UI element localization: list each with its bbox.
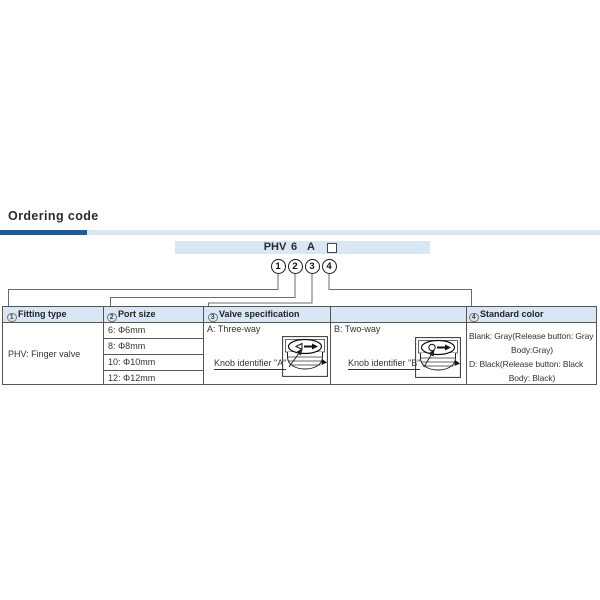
header-valve-spec [208,309,300,322]
knob-b-illustration [415,337,461,378]
knob-b-caption: Knob identifier "B" [348,358,421,368]
header-num-3-icon: 3 [208,313,218,323]
header-fitting-type-label: Fitting type [18,309,67,319]
header-num-4-icon: 4 [469,313,479,323]
title-underline [0,230,600,235]
color-option-blank-line1: Blank: Gray(Release button: Gray [469,331,594,341]
port-size-option-12: 12: Φ12mm [108,373,156,383]
color-option-d-line2: Body: Black) [508,373,556,383]
port-size-option-10: 10: Φ10mm [108,357,156,367]
subcolumn-divider-ab [330,307,331,384]
connector-marker-2 [111,274,296,306]
header-standard-color [469,309,544,322]
header-port-size-label: Port size [118,309,156,319]
knob-a-caption: Knob identifier "A" [214,358,287,368]
marker-3: 3 [305,259,320,274]
valve-spec-b-label: B: Two-way [334,324,381,334]
header-standard-color-label: Standard color [480,309,544,319]
knob-a-illustration [282,336,328,377]
fitting-type-value: PHV: Finger valve [8,349,81,359]
port-size-option-8: 8: Φ8mm [108,341,146,351]
marker-2: 2 [288,259,303,274]
header-port-size [107,309,156,322]
ordering-code-table [2,306,597,385]
color-option-blank-line2: Body:Gray) [511,345,553,355]
ordering-code-bar [175,241,430,254]
marker-4: 4 [322,259,337,274]
code-part-series: PHV [263,241,287,253]
port-size-option-6: 6: Φ6mm [108,325,146,335]
title-underline-accent [0,230,87,235]
connector-marker-4 [329,274,472,306]
valve-spec-a-label: A: Three-way [207,324,261,334]
connector-marker-1 [9,274,279,306]
header-num-2-icon: 2 [107,313,117,323]
header-fitting-type [7,309,67,322]
header-valve-spec-label: Valve specification [219,309,300,319]
header-num-1-icon: 1 [7,313,17,323]
code-part-port-size: 6 [290,241,298,253]
blank-option-box [327,243,337,253]
section-title: Ordering code [8,209,99,223]
connector-marker-3 [209,274,313,306]
marker-1: 1 [271,259,286,274]
color-option-d-line1: D: Black(Release button: Black [469,359,584,369]
code-part-valve-spec: A [307,241,315,253]
